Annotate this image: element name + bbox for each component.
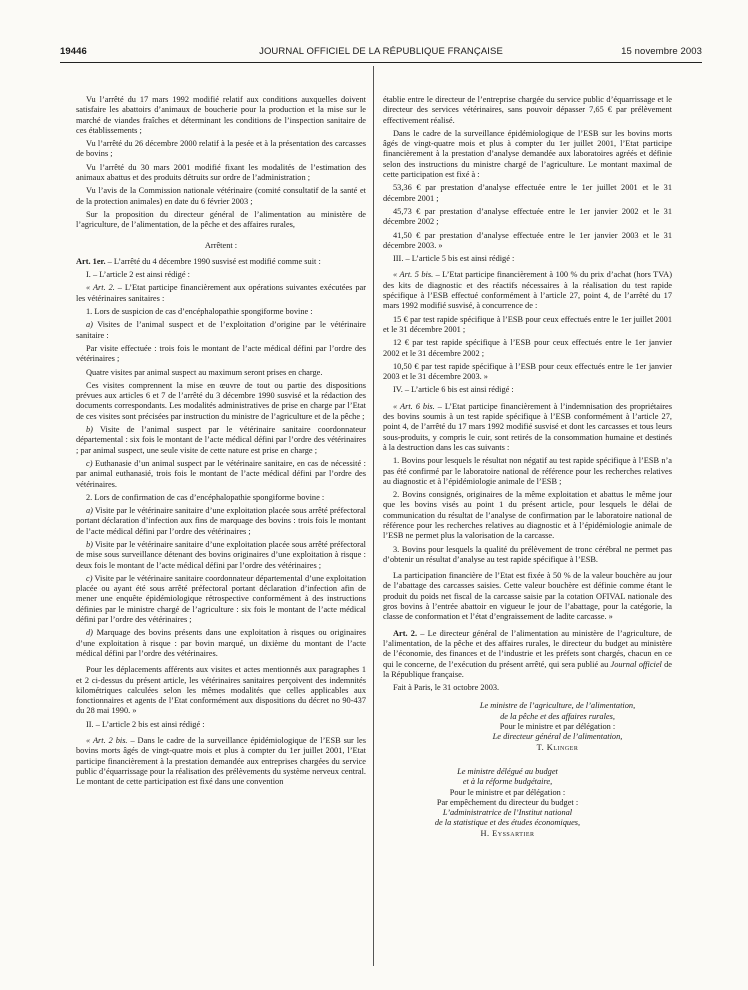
paragraph: établie entre le directeur de l’entreprise chargée du service public d’équarrissage et le directeur des services vétérinaires, sans pouvoir dépasser 7,65 € par prélèvement effectivement réalisé. <box>383 95 672 125</box>
article-text-end: de la République française. <box>383 659 672 679</box>
delegation-line: Pour le ministre et par délégation : <box>499 722 616 732</box>
paragraph <box>76 506 366 537</box>
item-label: d) <box>86 628 93 638</box>
item-text: Euthanasie d’un animal suspect par le vétérinaire sanitaire, en cas de nécessité : par animal euthanasié, trois fois le montant de l’acte médical défini par l’ordre des vétérinaires. <box>76 458 366 489</box>
paragraph: 15 € par test rapide spécifique à l’ESB pour ceux effectués entre le 1er juillet 2001 et le 31 décembre 2001 ; <box>383 314 672 334</box>
journal-officiel-ref: Journal officiel <box>610 659 662 669</box>
paragraph: Pour les déplacements afférents aux visites et actes mentionnés aux paragraphes 1 et 2 ci-dessus du présent article, les vétérinaires sanitaires perçoivent des indemnités kilométriques calculées selon les mêmes modalités que celles applicables aux fonctionnaires et agents de l’Etat conformément aux dispositions du décret no 90-437 du 28 mai 1990. » <box>76 665 366 716</box>
signatory-title: Le ministre délégué au budget <box>457 766 558 776</box>
article-5bis-quote <box>383 270 672 311</box>
article-label: Art. 2. <box>393 628 418 638</box>
item-text: Visite par le vétérinaire sanitaire coordonnateur départemental d’une exploitation placée ou ayant été sous arrêté préfectoral portant déclaration d’infection afin de mener une enquête épidémiologique rétrospective conformément à des instructions définies par le ministre chargé de l’agriculture : six fois le montant de l’acte médical défini par l’ordre des vétérinaires ; <box>76 573 366 625</box>
signatory-title: de la statistique et des études économiques, <box>434 818 581 828</box>
item-text: Visite de l’animal suspect par le vétérinaire sanitaire coordonnateur départemental : six fois le montant de l’acte médical défini par l’ordre des vétérinaires ; par animal suspect, une seule visite de cette nature est prise en charge ; <box>76 425 366 455</box>
header-rule <box>60 62 702 63</box>
item-label: a) <box>86 320 93 330</box>
paragraph: III. – L’article 5 bis est ainsi rédigé : <box>393 254 515 264</box>
signatory-title: L’administratrice de l’Institut national <box>442 808 573 818</box>
item-label: c) <box>86 458 93 468</box>
paragraph: Vu l’arrêté du 17 mars 1992 modifié relatif aux conditions auxquelles doivent satisfaire les abattoirs d’animaux de boucherie pour la production et la mise sur le marché de viandes fraîches et déterminant les conditions de l’inspection sanitaire de ces établissements ; <box>76 95 366 135</box>
paragraph: 1. Bovins pour lesquels le résultat non négatif au test rapide spécifique à l’ESB n’a pas été confirmé par le laboratoire national de référence pour les recherches relatives au diagnostic et à l’épidémiologie animale de l’ESB ; <box>383 456 672 486</box>
paragraph: Dans le cadre de la surveillance épidémiologique de l’ESB sur les bovins morts âgés de vingt-quatre mois et plus à compter du 1er juillet 2001, l’Etat participe financièrement à la prestation d’analyse demandée aux laboratoires agréés et définie selon des instructions du ministre chargé de l’agriculture. Le montant maximal de cette participation est fixé à : <box>383 128 672 180</box>
paragraph: II. – L’article 2 bis est ainsi rédigé : <box>86 719 205 729</box>
item-text: Visite par le vétérinaire sanitaire d’une exploitation placée sous arrêté préfectoral portant déclaration d’infection aux fins de marquage des bovins : trois fois le montant de l’acte médical défini par l’ordre des vétérinaires ; <box>76 506 366 536</box>
paragraph: Par visite effectuée : trois fois le montant de l’acte médical défini par l’ordre des vétérinaires ; <box>76 343 366 364</box>
item-text: Marquage des bovins présents dans une exploitation à risques ou originaires d’une exploitation à risque : par bovin marqué, un dixième du montant de l’acte médical défini par l’ordre des vétérinaires. <box>76 628 366 658</box>
paragraph <box>76 320 366 341</box>
article-text: – L’Etat participe financièrement aux opérations suivantes exécutées par les vétérinaires sanitaires : <box>76 283 367 303</box>
column-divider <box>373 66 374 966</box>
left-column <box>76 95 366 791</box>
paragraph: 41,50 € par prestation d’analyse effectuée entre le 1er janvier 2003 et le 31 décembre 2003. » <box>383 230 672 250</box>
paragraph: Vu l’arrêté du 30 mars 2001 modifié fixant les modalités de l’estimation des animaux abattus et des produits détruits sur ordre de l’administration ; <box>76 162 366 183</box>
signature-date: Fait à Paris, le 31 octobre 2003. <box>393 683 500 693</box>
paragraph: 10,50 € par test rapide spécifique à l’ESB pour ceux effectués entre le 1er janvier 2003 et le 31 décembre 2003. » <box>383 361 672 382</box>
paragraph: 3. Bovins pour lesquels la qualité du prélèvement de tronc cérébral ne permet pas d’obtenir un résultat d’analyse au test rapide spécifique à l’ESB. <box>383 544 672 564</box>
paragraph <box>76 459 366 490</box>
paragraph: 1. Lors de suspicion de cas d’encéphalopathie spongiforme bovine : <box>86 307 313 317</box>
article-label: « Art. 2 bis. <box>86 736 128 746</box>
paragraph: Vu l’avis de la Commission nationale vétérinaire (comité consultatif de la santé et de la protection animales) en date du 6 février 2003 ; <box>76 186 366 206</box>
article-text: – L’Etat participe financièrement à l’indemnisation des propriétaires des bovins soumis à un test rapide spécifique à l’ESB conformément à l’article 27, point 4, de l’arrêté du 17 mars 1992 modifié susvisé et dont les carcasses et tous leurs sous-produits, y compris le cuir, sont retirés de la consommation humaine et destinés à la destruction dans les cas suivants : <box>383 401 672 452</box>
item-text: Visite par le vétérinaire sanitaire d’une exploitation placée sous arrêté préfectoral de mise sous surveillance détenant des bovins originaires d’une exploitation à risque : deux fois le montant de l’acte médical défini par l’ordre des vétérinaires ; <box>76 539 366 570</box>
paragraph: 53,36 € par prestation d’analyse effectuée entre le 1er juillet 2001 et le 31 décembre 2001 ; <box>383 183 672 203</box>
article-label: « Art. 5 bis. <box>393 270 434 280</box>
article-6bis-quote <box>383 402 672 453</box>
signature-block-budget <box>383 767 632 839</box>
signatory-title: de la pêche et des affaires rurales, <box>500 711 615 721</box>
paragraph: 12 € par test rapide spécifique à l’ESB pour ceux effectués entre le 1er janvier 2002 et le 31 décembre 2002 ; <box>383 338 672 358</box>
article-1 <box>76 257 366 267</box>
paragraph: IV. – L’article 6 bis est ainsi rédigé : <box>393 385 514 395</box>
paragraph: Sur la proposition du directeur général de l’alimentation au ministère de l’agriculture, de l’alimentation, de la pêche et des affaires rurales, <box>76 209 366 230</box>
arretent-heading: Arrêtent : <box>204 240 238 250</box>
item-label: a) <box>86 506 93 516</box>
article-text: – L’Etat participe financièrement à 100 % du prix d’achat (hors TVA) des kits de diagnostic et des réactifs nécessaires à la réalisation du test rapide spécifique à l’ESB effectué conformément à l’article 27, point 4, de l’arrêté du 17 mars 1992 modifié susvisé, à concurrence de : <box>383 270 672 311</box>
paragraph: 2. Lors de confirmation de cas d’encéphalopathie spongiforme bovine : <box>86 492 325 502</box>
signatory-title: Le directeur général de l’alimentation, <box>492 732 623 742</box>
paragraph <box>76 540 366 571</box>
paragraph: Ces visites comprennent la mise en œuvre de tout ou partie des dispositions prévues aux articles 6 et 7 de l’arrêté du 3 décembre 1990 susvisé et la rédaction des documents correspondants. Les modalités administratives de prise en charge par l’Etat de ces visites sont précisées par instruction du ministre de l’agriculture et de la pêche ; <box>76 380 366 421</box>
paragraph <box>76 425 366 456</box>
paragraph: Vu l’arrêté du 26 décembre 2000 relatif à la pesée et à la présentation des carcasses de bovins ; <box>76 139 366 159</box>
signature-block-agriculture <box>443 701 672 752</box>
delegation-line: Par empêchement du directeur du budget : <box>436 797 579 807</box>
article-label: « Art. 2. <box>86 283 115 293</box>
page-number: 19446 <box>60 46 87 57</box>
paragraph: Quatre visites par animal suspect au maximum seront prises en charge. <box>86 367 323 377</box>
paragraph <box>76 628 366 659</box>
article-text: – L’arrêté du 4 décembre 1990 susvisé est modifié comme suit : <box>105 256 321 266</box>
article-label: Art. 1er. <box>76 256 106 266</box>
item-label: c) <box>86 573 93 583</box>
article-text: – Le directeur général de l’alimentation au ministère de l’agriculture, de l’alimentation, de la pêche et des affaires rurales, le directeur du budget au ministère de l’économie, des finances et de l’industrie et les préfets sont chargés, chacun en ce qui le concerne, de l’exécution du présent arrêté, qui sera publié au <box>383 628 672 669</box>
paragraph: 2. Bovins consignés, originaires de la même exploitation et abattus le même jour que les bovins visés au point 1 du présent article, pour lesquels le délai de communication du résultat de l’analyse de confirmation par le laboratoire national de référence pour les recherches relatives au diagnostic et à l’épidémiologie animale de l’ESB ne permet plus la valorisation de la carcasse. <box>383 490 672 541</box>
article-2 <box>383 629 672 680</box>
paragraph <box>76 574 366 625</box>
delegation-line: Pour le ministre et par délégation : <box>449 787 566 797</box>
article-text: – Dans le cadre de la surveillance épidémiologique de l’ESB sur les bovins morts âgés de vingt-quatre mois et plus à compter du 1er juillet 2001, l’Etat participe financièrement à la prestation demandée aux entreprises chargées du service public d’équarrissage pour la réalisation des prélèvements du système nerveux central. Le montant de cette participation est fixé dans une convention <box>76 736 366 787</box>
right-column <box>383 95 672 839</box>
article-2bis-quote <box>76 736 366 787</box>
item-label: b) <box>86 425 93 435</box>
signatory-title: Le ministre de l’agriculture, de l’alimentation, <box>479 701 636 711</box>
signatory-name: T. Klinger <box>536 742 579 752</box>
signatory-name: H. Eyssartier <box>480 828 535 838</box>
item-label: b) <box>86 539 93 549</box>
paragraph: La participation financière de l’Etat est fixée à 50 % de la valeur bouchère au jour de l’abattage des carcasses saisies. Cette valeur bouchère est définie comme étant le produit du poids net fiscal de la carcasse saisie par la cotation OFIVAL nationale des gros bovins à l’entrée abattoir en vigueur le jour de l’abattage, pour la catégorie, la classe de conformation et l’état d’engraissement de ladite carcasse. » <box>383 571 672 622</box>
item-text: Visites de l’animal suspect et de l’exploitation d’origine par le vétérinaire sanitaire : <box>76 320 366 340</box>
signatory-title: et à la réforme budgétaire, <box>462 777 553 787</box>
paragraph: 45,73 € par prestation d’analyse effectuée entre le 1er janvier 2002 et le 31 décembre 2002 ; <box>383 206 672 227</box>
article-2-quote <box>76 283 366 304</box>
page-header <box>60 46 702 62</box>
issue-date: 15 novembre 2003 <box>621 46 702 57</box>
article-label: « Art. 6 bis. <box>393 401 435 411</box>
journal-title: JOURNAL OFFICIEL DE LA RÉPUBLIQUE FRANÇAISE <box>259 46 503 57</box>
paragraph: I. – L’article 2 est ainsi rédigé : <box>86 270 190 280</box>
